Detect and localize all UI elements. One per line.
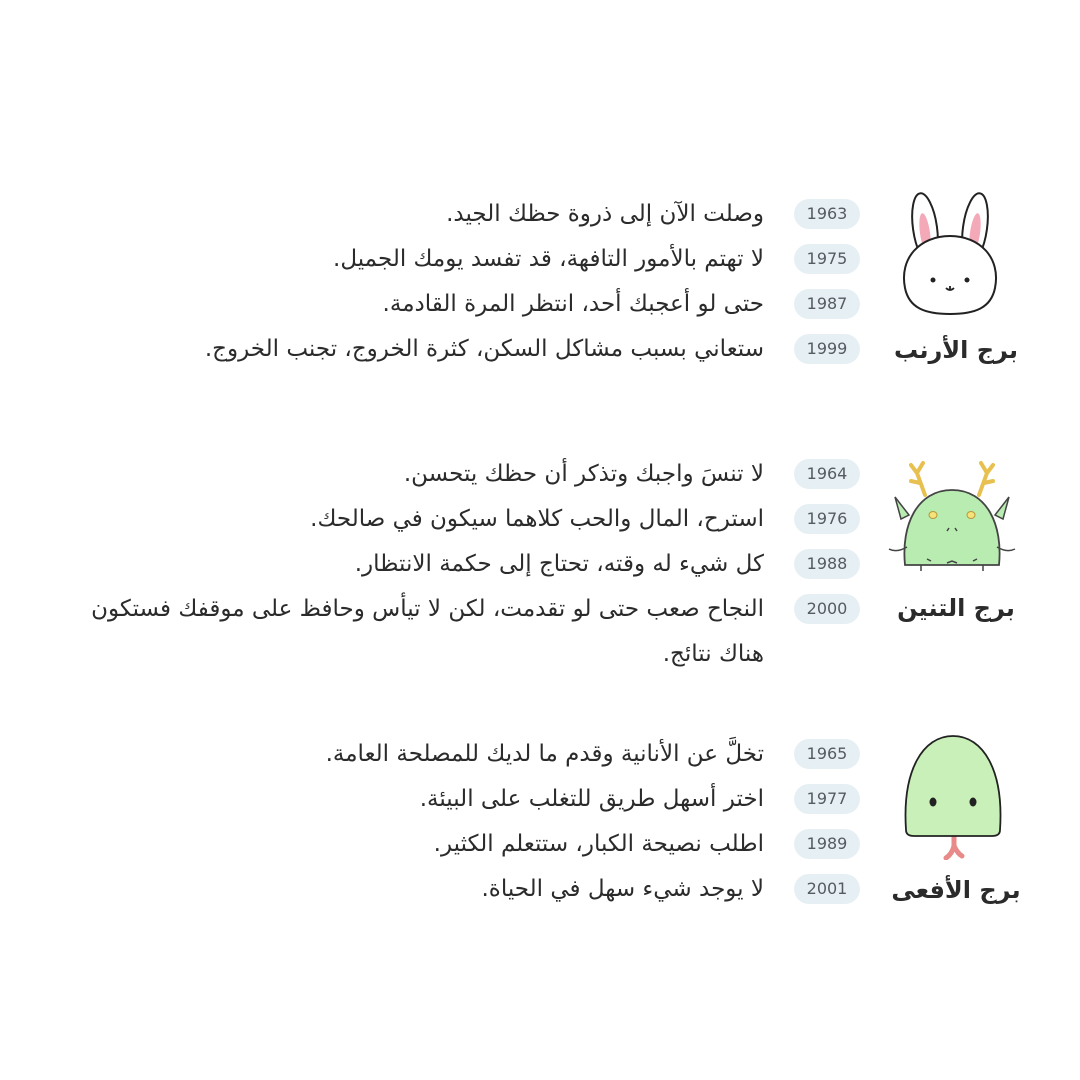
year-badge: 1963 [794, 199, 860, 229]
year-badge: 1977 [794, 784, 860, 814]
fortune-text: وصلت الآن إلى ذروة حظك الجيد. [446, 201, 764, 227]
sign-name: برج الأفعى [891, 876, 1021, 904]
snake-icon [888, 730, 1018, 860]
year-badge: 1976 [794, 504, 860, 534]
year-badge: 1988 [794, 549, 860, 579]
fortune-text: ستعاني بسبب مشاكل السكن، كثرة الخروج، تجنب الخروج. [204, 336, 764, 362]
year-badge: 2000 [794, 594, 860, 624]
year-badge: 1989 [794, 829, 860, 859]
fortune-text: تخلَّ عن الأنانية وقدم ما لديك للمصلحة العامة. [325, 741, 764, 767]
year-badge: 1999 [794, 334, 860, 364]
fortune-text: لا تهتم بالأمور التافهة، قد تفسد يومك الجميل. [333, 246, 764, 272]
year-badge: 1975 [794, 244, 860, 274]
year-badge: 1964 [794, 459, 860, 489]
fortune-text: استرح، المال والحب كلاهما سيكون في صالحك. [310, 506, 764, 532]
dragon-icon [887, 455, 1017, 585]
fortune-text: كل شيء له وقته، تحتاج إلى حكمة الانتظار. [354, 551, 764, 577]
fortune-text: اختر أسهل طريق للتغلب على البيئة. [419, 786, 764, 812]
fortune-text: لا تنسَ واجبك وتذكر أن حظك يتحسن. [403, 461, 764, 487]
sign-name: برج التنين [897, 594, 1015, 622]
rabbit-icon [885, 188, 1015, 318]
fortune-text: اطلب نصيحة الكبار، ستتعلم الكثير. [433, 831, 764, 857]
fortune-text: حتى لو أعجبك أحد، انتظر المرة القادمة. [382, 291, 764, 317]
year-badge: 1987 [794, 289, 860, 319]
fortune-text: النجاح صعب حتى لو تقدمت، لكن لا تيأس وحافظ على موقفك فستكون هناك نتائج. [91, 596, 764, 667]
year-badge: 2001 [794, 874, 860, 904]
fortune-text: لا يوجد شيء سهل في الحياة. [481, 876, 764, 902]
year-badge: 1965 [794, 739, 860, 769]
sign-name: برج الأرنب [894, 336, 1018, 364]
